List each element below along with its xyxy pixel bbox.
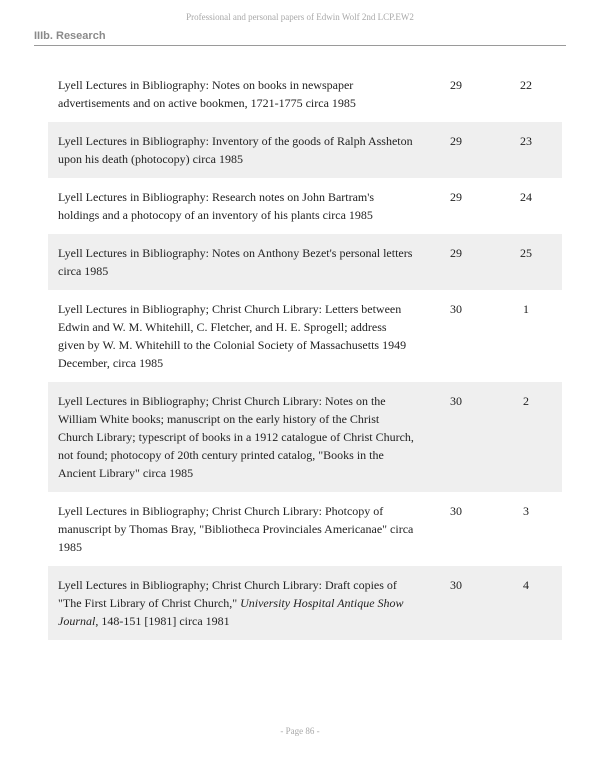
item-description: Lyell Lectures in Bibliography: Inventory of the goods of Ralph Assheton upon his death (photocopy) circa 1985 (58, 134, 413, 166)
box-number: 30 (450, 394, 462, 408)
list-item (48, 122, 562, 178)
list-item (48, 492, 562, 566)
desc-text: Lyell Lectures in Bibliography; Christ Church Library: Draft copies of "The First Library of Christ Church," (58, 578, 397, 610)
folder-number: 23 (520, 134, 532, 148)
header-divider (34, 45, 566, 46)
section-title: IIIb. Research (34, 30, 106, 42)
box-number: 30 (450, 578, 462, 592)
folder-number: 24 (520, 190, 532, 204)
box-number: 29 (450, 134, 462, 148)
item-description: Lyell Lectures in Bibliography: Research notes on John Bartram's holdings and a photocopy of an inventory of his plants circa 1985 (58, 190, 375, 222)
list-item (48, 178, 562, 234)
item-description: Lyell Lectures in Bibliography; Christ Church Library: Photcopy of manuscript by Thomas Bray, "Bibliotheca Provinciales Americanae" circa 1985 (58, 504, 414, 554)
item-description: Lyell Lectures in Bibliography; Christ Church Library: Notes on the William White books; manuscript on the early history of the Christ Church Library; typescript of books in a 1912 catalogue of Christ Church, not found; photocopy of 20th century printed catalog, "Books in the Ancient Library" circa 1985 (58, 394, 414, 480)
folder-number: 4 (523, 578, 529, 592)
box-number: 29 (450, 78, 462, 92)
box-number: 30 (450, 504, 462, 518)
folder-number: 25 (520, 246, 532, 260)
item-description: Lyell Lectures in Bibliography: Notes on books in newspaper advertisements and on active bookmen, 1721-1775 circa 1985 (58, 78, 356, 110)
box-number: 29 (450, 190, 462, 204)
desc-text: , 148-151 [1981] circa 1981 (95, 614, 230, 628)
collection-header: Professional and personal papers of Edwin Wolf 2nd LCP.EW2 (186, 12, 414, 22)
folder-number: 2 (523, 394, 529, 408)
list-item (48, 566, 562, 640)
item-description: Lyell Lectures in Bibliography: Notes on Anthony Bezet's personal letters circa 1985 (58, 246, 413, 278)
folder-number: 22 (520, 78, 532, 92)
box-number: 29 (450, 246, 462, 260)
list-item (48, 66, 562, 122)
item-description: Lyell Lectures in Bibliography; Christ Church Library: Letters between Edwin and W. M. Whitehill, C. Fletcher, and H. E. Sprogell; address given by W. M. Whitehill to the Colonial Society of Massachusetts 1949 December, circa 1985 (58, 302, 407, 370)
journal-title: University Hospital Antique Show Journal (58, 596, 404, 628)
list-item (48, 382, 562, 492)
container-list (48, 66, 562, 640)
list-item (48, 290, 562, 382)
item-description (58, 576, 414, 630)
folder-number: 1 (523, 302, 529, 316)
list-item (48, 234, 562, 290)
folder-number: 3 (523, 504, 529, 518)
page-number: - Page 86 - (280, 726, 320, 736)
box-number: 30 (450, 302, 462, 316)
